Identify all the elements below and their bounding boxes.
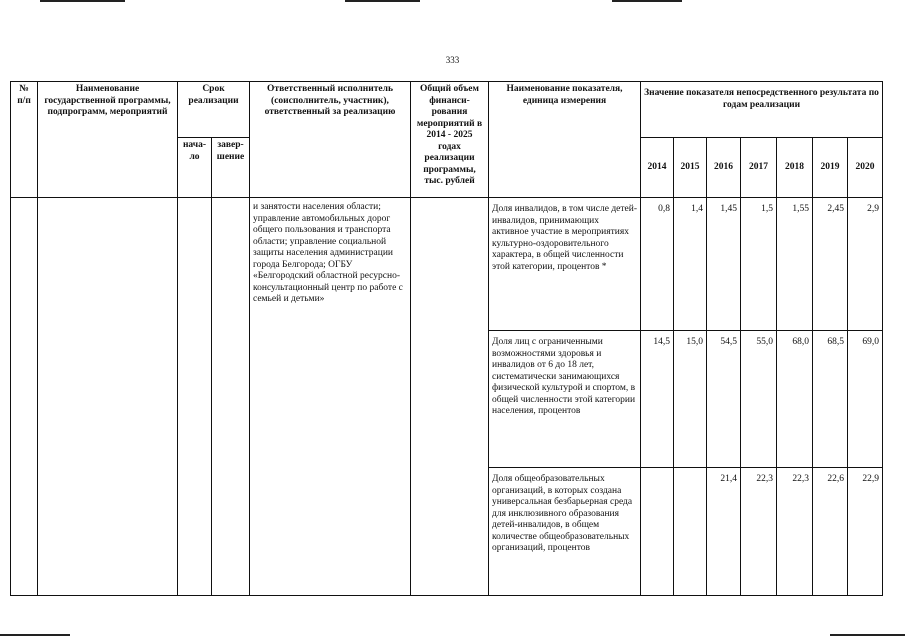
page-number: 333 [445, 55, 460, 65]
cell-volume [411, 198, 489, 596]
header-term-end: завер-шение [212, 138, 250, 198]
value-1-2019: 2,45 [813, 198, 848, 331]
value-1-2014: 0,8 [641, 198, 674, 331]
indicator-1: Доля инвалидов, в том числе детей-инвалидов, принимающих активное участие в мероприятиях культурно-оздоровительного характера, в общей численности этой категории, процентов * [489, 198, 641, 331]
header-indicator: Наименование показателя, единица измерения [489, 82, 641, 198]
value-2-2015: 15,0 [674, 331, 707, 468]
value-3-2020: 22,9 [848, 468, 883, 596]
value-3-2015 [674, 468, 707, 596]
cell-num [11, 198, 38, 596]
year-2019: 2019 [813, 138, 848, 198]
value-2-2020: 69,0 [848, 331, 883, 468]
header-volume: Общий объем финанси-рования мероприятий в 2014 - 2025 годах реализации программы, тыс. рублей [411, 82, 489, 198]
indicator-2: Доля лиц с ограниченными возможностями здоровья и инвалидов от 6 до 18 лет, систематически занимающихся физической культурой и спортом, в общей численности этой категории населения, процентов [489, 331, 641, 468]
scan-edge-bottom-right [830, 634, 905, 636]
indicator-3: Доля общеобразовательных организаций, в которых создана универсальная безбарьерная среда для инклюзивного образования детей-инвалидов, в общем количестве общеобразовательных организаций, процентов [489, 468, 641, 596]
year-2014: 2014 [641, 138, 674, 198]
value-3-2018: 22,3 [777, 468, 813, 596]
header-num: № п/п [11, 82, 38, 198]
year-2016: 2016 [707, 138, 741, 198]
year-2017: 2017 [741, 138, 777, 198]
value-1-2015: 1,4 [674, 198, 707, 331]
year-2018: 2018 [777, 138, 813, 198]
scan-edge-top-mid [345, 0, 420, 2]
value-2-2017: 55,0 [741, 331, 777, 468]
cell-term-end [212, 198, 250, 596]
value-2-2019: 68,5 [813, 331, 848, 468]
value-2-2018: 68,0 [777, 331, 813, 468]
table-row [11, 198, 883, 331]
value-3-2016: 21,4 [707, 468, 741, 596]
scan-edge-bottom-left [0, 634, 70, 636]
year-2020: 2020 [848, 138, 883, 198]
value-1-2018: 1,55 [777, 198, 813, 331]
value-3-2019: 22,6 [813, 468, 848, 596]
header-values: Значение показателя непосредственного результата по годам реализации [641, 82, 883, 138]
value-3-2014 [641, 468, 674, 596]
scan-edge-top-right [612, 0, 682, 2]
header-term: Срок реализации [178, 82, 250, 138]
value-1-2016: 1,45 [707, 198, 741, 331]
value-1-2017: 1,5 [741, 198, 777, 331]
year-2015: 2015 [674, 138, 707, 198]
value-2-2014: 14,5 [641, 331, 674, 468]
value-3-2017: 22,3 [741, 468, 777, 596]
cell-term-start [178, 198, 212, 596]
header-name: Наименование государственной программы, подпрограмм, мероприятий [38, 82, 178, 198]
value-2-2016: 54,5 [707, 331, 741, 468]
program-table [10, 81, 883, 596]
scan-edge-top-left [40, 0, 125, 2]
cell-responsible: и занятости населения области; управление автомобильных дорог общего пользования и транспорта области; управление социальной защиты населения администрации города Белгорода; ОГБУ «Белгородский областной ресурсно-консультационный центр по работе с семьей и детьми» [250, 198, 411, 596]
value-1-2020: 2,9 [848, 198, 883, 331]
header-term-start: нача-ло [178, 138, 212, 198]
header-responsible: Ответственный исполнитель (соисполнитель, участник), ответственный за реализацию [250, 82, 411, 198]
cell-name [38, 198, 178, 596]
